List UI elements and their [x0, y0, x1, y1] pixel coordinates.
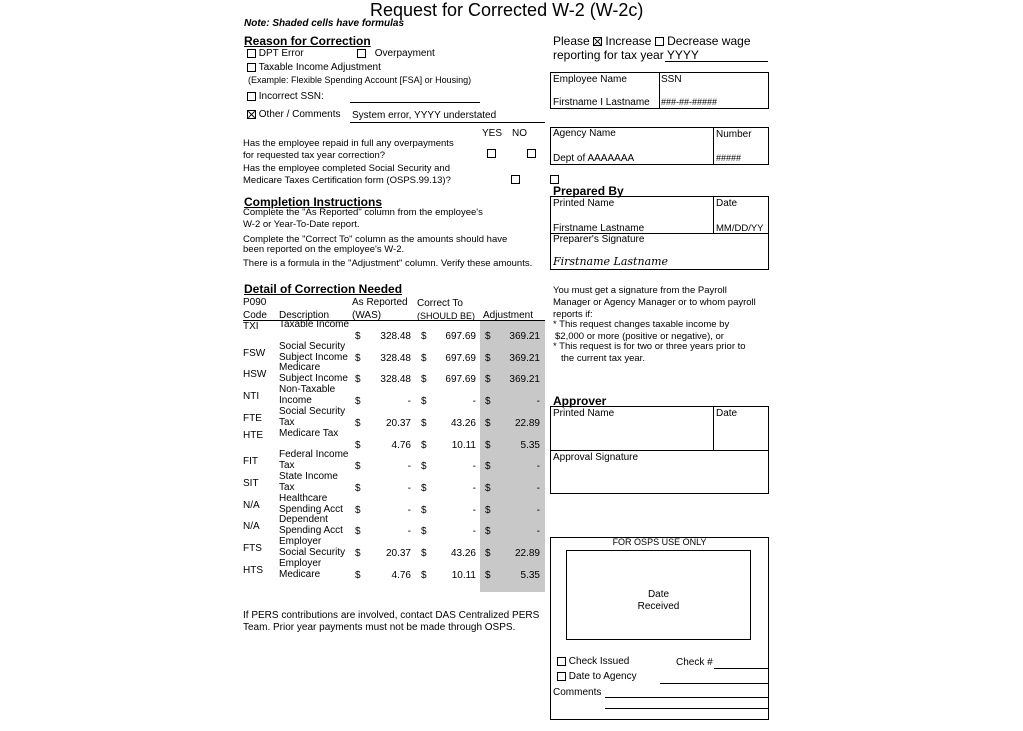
pers-line-1: If PERS contributions are involved, contact DAS Centralized PERS [243, 610, 540, 621]
should-be-currency: $ [421, 353, 427, 364]
sig-note-bullet-2b: the current tax year. [561, 353, 645, 364]
should-be-currency: $ [421, 418, 427, 429]
adjustment-currency: $ [485, 505, 491, 516]
adjustment-value: 5.35 [520, 440, 540, 451]
tax-year-value[interactable]: YYYY [666, 48, 699, 62]
adjustment-value: - [536, 396, 540, 407]
sig-note-line-3: reports if: [553, 309, 593, 320]
other-label: Other / Comments [258, 109, 341, 120]
row-description-line-2: Subject Income [279, 352, 348, 363]
preparer-signature[interactable]: Firstname Lastname [553, 255, 669, 268]
date-to-agency-label: Date to Agency [568, 671, 637, 682]
taxable-income-checkbox[interactable] [247, 63, 256, 72]
was-currency: $ [355, 505, 361, 516]
was-currency: $ [355, 570, 361, 581]
col-should-be: (SHOULD BE) [417, 311, 476, 321]
row-description-line-1: Medicare [279, 362, 321, 373]
should-be-currency: $ [421, 374, 427, 385]
row-description-line-1: Employer [279, 536, 322, 547]
check-issued-checkbox[interactable] [557, 657, 566, 666]
should-be-value[interactable]: 43.26 [450, 418, 476, 429]
row-description-line-2: Tax [279, 482, 295, 493]
adjustment-value: 5.35 [520, 570, 540, 581]
row-description-line-2: Tax [279, 417, 295, 428]
adjustment-value: - [536, 505, 540, 516]
sig-note-bullet-1a: * This request changes taxable income by [553, 319, 730, 330]
decrease-checkbox[interactable] [655, 37, 664, 46]
sig-note-bullet-1b: $2,000 or more (positive or negative), or [555, 331, 724, 342]
completion-line-3: Complete the "Correct To" column as the amounts should have [243, 234, 508, 245]
agency-number-label: Number [716, 129, 752, 140]
should-be-value[interactable]: - [472, 396, 476, 407]
was-value[interactable]: - [407, 505, 411, 516]
row-description-line-1: Social Security [279, 406, 346, 417]
was-value[interactable]: 328.48 [380, 353, 411, 364]
overpayment-checkbox[interactable] [357, 49, 366, 58]
question-1-no-checkbox[interactable] [527, 149, 536, 158]
adjustment-value: - [536, 461, 540, 472]
adjustment-value: - [536, 526, 540, 537]
row-description: Medicare Tax [279, 428, 339, 439]
incorrect-ssn-field[interactable] [350, 102, 480, 103]
increase-checkbox[interactable] [593, 37, 602, 46]
completion-line-4: been reported on the employee's W-2. [243, 244, 405, 255]
was-currency: $ [355, 418, 361, 429]
reporting-label: reporting for tax year [553, 48, 664, 62]
row-description-line-2: Income [279, 395, 312, 406]
row-code: FIT [243, 456, 258, 467]
was-value[interactable]: 328.48 [380, 374, 411, 385]
adjustment-currency: $ [485, 548, 491, 559]
should-be-value[interactable]: - [472, 461, 476, 472]
example-text: (Example: Flexible Spending Account [FSA] or Housing) [248, 75, 472, 85]
taxable-income-label: Taxable Income Adjustment [258, 62, 381, 73]
agency-name-value[interactable]: Dept of AAAAAAA [553, 153, 635, 164]
was-currency: $ [355, 440, 361, 451]
agency-number-value[interactable]: ##### [716, 153, 742, 163]
adjustment-value: 369.21 [509, 374, 540, 385]
row-code: HTE [243, 430, 263, 441]
overpayment-option[interactable] [357, 48, 435, 59]
dpt-error-label: DPT Error [258, 48, 304, 59]
row-code: HSW [243, 369, 267, 380]
adjustment-currency: $ [485, 418, 491, 429]
sig-note-line-2: Manager or Agency Manager or to whom payroll [553, 297, 756, 308]
should-be-currency: $ [421, 548, 427, 559]
other-option[interactable] [247, 109, 340, 120]
row-code: FSW [243, 348, 266, 359]
adjustment-value: - [536, 483, 540, 494]
was-currency: $ [355, 353, 361, 364]
dpt-error-checkbox[interactable] [247, 49, 256, 58]
should-be-value[interactable]: - [472, 483, 476, 494]
question-2-no-checkbox[interactable] [550, 175, 559, 184]
dpt-error-option[interactable] [247, 48, 304, 59]
should-be-value[interactable]: 10.11 [451, 440, 476, 451]
row-description-line-2: Social Security [279, 547, 346, 558]
was-value[interactable]: 328.48 [380, 331, 411, 342]
date-received-line-1: Date [647, 589, 670, 600]
question-1-line-1: Has the employee repaid in full any overpayments [243, 138, 454, 149]
should-be-currency: $ [421, 505, 427, 516]
question-2-line-1: Has the employee completed Social Security and [243, 163, 451, 174]
should-be-currency: $ [421, 483, 427, 494]
date-to-agency-option[interactable] [557, 671, 637, 682]
should-be-value[interactable]: 43.26 [450, 548, 476, 559]
question-2-yes-checkbox[interactable] [511, 175, 520, 184]
should-be-currency: $ [421, 396, 427, 407]
completion-header: Completion Instructions [244, 195, 382, 209]
row-code: FTS [243, 543, 262, 554]
question-1-line-2: for requested tax year correction? [243, 150, 386, 161]
row-code: N/A [243, 521, 260, 532]
detail-header: Detail of Correction Needed [244, 282, 403, 296]
overpayment-label: Overpayment [374, 48, 435, 59]
question-2-line-2: Medicare Taxes Certification form (OSPS.99.13)? [243, 175, 451, 186]
was-currency: $ [355, 396, 361, 407]
check-number-field[interactable] [714, 668, 768, 669]
adjustment-currency: $ [485, 526, 491, 537]
approver-printed-name-label: Printed Name [553, 408, 615, 419]
date-to-agency-checkbox[interactable] [557, 672, 566, 681]
approver-rule [550, 450, 769, 451]
row-code: NTI [243, 391, 260, 402]
completion-line-5: There is a formula in the "Adjustment" column. Verify these amounts. [243, 258, 533, 269]
tax-year-underline [665, 61, 768, 62]
row-description-line-1: Healthcare [279, 493, 328, 504]
adjustment-currency: $ [485, 396, 491, 407]
osps-only-label: FOR OSPS USE ONLY [612, 537, 707, 547]
employee-box-divider [659, 72, 660, 109]
col-was: (WAS) [352, 310, 382, 321]
check-issued-label: Check Issued [568, 656, 630, 667]
approver-header: Approver [553, 394, 607, 408]
reporting-line [553, 48, 699, 62]
was-value[interactable]: 4.76 [391, 440, 411, 451]
preparer-date-label: Date [716, 198, 738, 209]
was-currency: $ [355, 331, 361, 342]
please-label: Please [553, 34, 590, 48]
adjustment-currency: $ [485, 440, 491, 451]
pers-line-2: Team. Prior year payments must not be made through OSPS. [243, 622, 516, 633]
agency-name-label: Agency Name [553, 128, 616, 139]
incorrect-ssn-checkbox[interactable] [247, 92, 256, 101]
col-adjustment: Adjustment [483, 310, 534, 321]
should-be-value[interactable]: 697.69 [445, 374, 476, 385]
note: Note: Shaded cells have formulas [244, 18, 405, 29]
completion-line-1: Complete the "As Reported" column from the employee's [243, 207, 483, 218]
row-description-line-1: Federal Income [279, 449, 349, 460]
preparer-signature-label: Preparer's Signature [553, 234, 645, 245]
approver-date-label: Date [716, 408, 738, 419]
row-description-line-1: Employer [279, 558, 322, 569]
approver-divider [713, 406, 714, 451]
adjustment-value: 22.89 [514, 418, 540, 429]
row-code: N/A [243, 500, 260, 511]
should-be-currency: $ [421, 440, 427, 451]
comments-field-1[interactable] [605, 697, 768, 698]
check-issued-option[interactable] [557, 656, 629, 667]
col-code: Code [243, 310, 267, 321]
should-be-value[interactable]: 697.69 [445, 331, 476, 342]
was-value[interactable]: - [407, 396, 411, 407]
was-value[interactable]: 4.76 [391, 570, 411, 581]
other-comments-value[interactable]: System error, YYYY understated [352, 110, 497, 121]
preparer-date-value[interactable]: MM/DD/YY [716, 223, 764, 234]
increase-decrease-line [553, 34, 751, 48]
col-as-reported: As Reported [352, 297, 408, 308]
page-title: Request for Corrected W-2 (W-2c) [370, 0, 644, 20]
ssn-label: SSN [661, 74, 682, 85]
other-checkbox[interactable] [247, 110, 256, 119]
row-description-line-2: Subject Income [279, 373, 348, 384]
other-comments-underline [350, 122, 545, 123]
preparer-printed-name-label: Printed Name [553, 198, 615, 209]
date-to-agency-field[interactable] [660, 683, 768, 684]
incorrect-ssn-option[interactable] [247, 91, 324, 102]
adjustment-currency: $ [485, 483, 491, 494]
prepared-by-header: Prepared By [553, 184, 624, 198]
date-received-line-2: Received [637, 601, 680, 612]
row-description-line-1: State Income [279, 471, 338, 482]
adjustment-value: 369.21 [509, 353, 540, 364]
was-currency: $ [355, 374, 361, 385]
should-be-value[interactable]: 10.11 [451, 570, 476, 581]
employee-name-label: Employee Name [553, 74, 627, 85]
sig-note-bullet-2a: * This request is for two or three years prior to [553, 341, 746, 352]
yes-header: YES [482, 128, 503, 139]
row-description-line-1: Non-Taxable [279, 384, 336, 395]
comments-label: Comments [553, 687, 602, 698]
row-description: Taxable Income [279, 319, 350, 330]
adjustment-currency: $ [485, 570, 491, 581]
should-be-currency: $ [421, 461, 427, 472]
was-currency: $ [355, 483, 361, 494]
row-description-line-1: Social Security [279, 341, 346, 352]
adjustment-currency: $ [485, 461, 491, 472]
adjustment-currency: $ [485, 353, 491, 364]
should-be-currency: $ [421, 570, 427, 581]
completion-line-2: W-2 or Year-To-Date report. [243, 219, 360, 230]
row-description-line-1: Dependent [279, 514, 328, 525]
adjustment-currency: $ [485, 374, 491, 385]
row-code: FTE [243, 413, 262, 424]
ssn-value[interactable]: ###-##-##### [661, 97, 718, 107]
taxable-income-option[interactable] [247, 62, 381, 73]
was-currency: $ [355, 526, 361, 537]
adjustment-currency: $ [485, 331, 491, 342]
was-currency: $ [355, 548, 361, 559]
should-be-value[interactable]: 697.69 [445, 353, 476, 364]
adjustment-value: 22.89 [514, 548, 540, 559]
row-description-line-2: Tax [279, 460, 295, 471]
agency-box-divider [713, 127, 714, 165]
row-description-line-2: Spending Acct [279, 504, 343, 515]
was-value[interactable]: - [407, 526, 411, 537]
preparer-name-value[interactable]: Firstname Lastname [553, 223, 645, 234]
was-value[interactable]: - [407, 461, 411, 472]
sig-note-line-1: You must get a signature from the Payroll [553, 285, 727, 296]
incorrect-ssn-label: Incorrect SSN: [258, 91, 324, 102]
was-value[interactable]: 20.37 [385, 418, 411, 429]
row-code: HTS [243, 565, 263, 576]
no-header: NO [512, 128, 527, 139]
adjustment-value: 369.21 [509, 331, 540, 342]
was-currency: $ [355, 461, 361, 472]
col-description: Description [279, 310, 330, 321]
should-be-value[interactable]: - [472, 526, 476, 537]
row-code: TXI [243, 321, 259, 332]
should-be-currency: $ [421, 331, 427, 342]
row-description-line-2: Medicare [279, 569, 321, 580]
prepared-by-divider [713, 196, 714, 234]
reason-header: Reason for Correction [244, 34, 371, 48]
row-description-line-2: Spending Acct [279, 525, 343, 536]
should-be-value[interactable]: - [472, 505, 476, 516]
question-1-yes-checkbox[interactable] [487, 149, 496, 158]
decrease-label: Decrease wage [667, 34, 751, 48]
col-correct-to: Correct To [417, 298, 463, 309]
was-value[interactable]: - [407, 483, 411, 494]
was-value[interactable]: 20.37 [385, 548, 411, 559]
check-number-label: Check # [676, 657, 713, 668]
increase-label: Increase [605, 34, 652, 48]
col-p090: P090 [243, 297, 267, 308]
row-code: SIT [243, 478, 259, 489]
approval-signature-label: Approval Signature [553, 452, 639, 463]
employee-name-value[interactable]: Firstname I Lastname [553, 97, 650, 108]
should-be-currency: $ [421, 526, 427, 537]
comments-field-2[interactable] [605, 708, 768, 709]
